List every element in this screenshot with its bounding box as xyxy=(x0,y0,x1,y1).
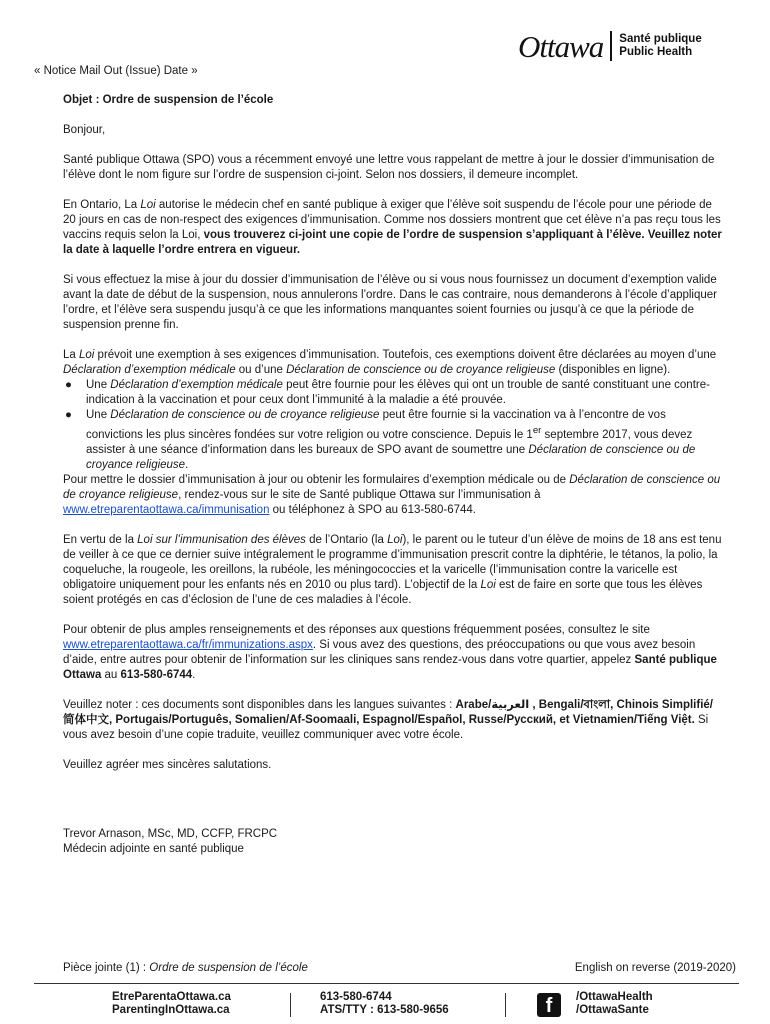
footer-site-french[interactable]: EtreParentaOttawa.ca xyxy=(112,991,231,1003)
ottawa-public-health-logo xyxy=(518,26,733,66)
logo-divider xyxy=(610,31,612,61)
signer-name: Trevor Arnason, MSc, MD, CCFP, FRCPC xyxy=(63,827,278,840)
paragraph-1: Santé publique Ottawa (SPO) vous a récemment envoyé une lettre vous rappelant de mettre à jour le dossier d’immunisation de l’élève dont le nom figure sur l’ordre de suspension ci-joint. Selon nos dossiers, il demeure incomplet. xyxy=(63,154,715,181)
footer-tty: ATS/TTY : 613-580-9656 xyxy=(320,1004,449,1016)
paragraph-6: En vertu de la Loi sur l’immunisation des élèves de l’Ontario (la Loi), le parent ou le tuteur d’un élève de moins de 18 ans est tenu de veiller à ce que ce dernier suive intégralement le programme d’immunisation prescrit contre la diphtérie, le tétanos, la polio, la coqueluche, la rougeole, les oreillons, la rubéole, les méningococcies et la varicelle (l’immunisation contre la varicelle est obligatoire uniquement pour les enfants nés en 2010 ou plus tard). L’objectif de la Loi est de faire en sorte que tous les élèves soient protégés en cas d’éclosion de l’une de ces maladies à l’école. xyxy=(63,533,722,606)
closing: Veuillez agréer mes sincères salutations. xyxy=(63,758,272,771)
attachment-document: Ordre de suspension de l’école xyxy=(149,962,308,974)
paragraph-4: La Loi prévoit une exemption à ses exigences d’immunisation. Toutefois, ces exemptions doivent être déclarées au moyen d’une Déclaration d’exemption médicale ou d’une Déclaration de conscience ou de croyance religieuse (disponibles en ligne). xyxy=(63,349,717,376)
attachment-label: Pièce jointe (1) : xyxy=(63,962,150,974)
footer-phones xyxy=(320,991,449,1017)
footer-separator xyxy=(505,993,506,1017)
list-item: ● Une Déclaration d’exemption médicale peut être fournie pour les élèves qui ont un trouble de santé constituant une contre-indication à la vaccination et pour ceux dont l’immunité à la maladie a été prouvée. xyxy=(65,379,710,406)
footer-social-english[interactable]: /OttawaHealth xyxy=(576,991,653,1003)
exemption-list xyxy=(63,378,723,473)
footer-divider xyxy=(34,983,739,984)
notice-date: « Notice Mail Out (Issue) Date » xyxy=(34,65,198,77)
footer-websites xyxy=(112,991,231,1017)
paragraph-2: En Ontario, La Loi autorise le médecin chef en santé publique à exiger que l’élève soit suspendu de l’école pour une période de 20 jours en cas de non-respect des exigences d’immunisation. Comme nos dossiers montrent que cet élève n’a pas reçu tous les vaccins requis selon la Loi, vous trouverez ci-joint une copie de l’ordre de suspension s’appliquant à l’élève. Veuillez noter la date à laquelle l’ordre entrera en vigueur. xyxy=(63,199,722,256)
logo-line-english: Public Health xyxy=(619,46,693,58)
bullet-icon: ● xyxy=(65,409,72,421)
footer-social xyxy=(576,991,653,1017)
facebook-icon: f xyxy=(537,993,561,1017)
paragraph-8: Veuillez noter : ces documents sont disponibles dans les langues suivantes : Arabe/العربية , Bengali/বাংলা, Chinois Simplifié/简体中文, Portugais/Português, Somalien/Af-Soomaali, Espagnol/Español, Russe/Русский, et Vietnamien/Tiếng Việt. Si vous avez besoin d’une copie traduite, veuillez communiquer avec votre école. xyxy=(63,698,713,741)
attachment-row xyxy=(63,962,736,974)
logo-department-text xyxy=(619,33,701,59)
letter-body xyxy=(63,93,723,857)
immunisation-link[interactable]: www.etreparentaottawa.ca/immunisation xyxy=(63,503,270,516)
ottawa-logo-wordmark: Ottawa xyxy=(518,28,604,64)
letter-subject: Objet : Ordre de suspension de l’école xyxy=(63,94,274,106)
signer-title: Médecin adjointe en santé publique xyxy=(63,842,244,855)
reverse-note: English on reverse (2019-2020) xyxy=(574,962,736,974)
footer-phone: 613-580-6744 xyxy=(320,991,392,1003)
bullet-icon: ● xyxy=(65,379,72,391)
greeting: Bonjour, xyxy=(63,124,106,136)
paragraph-3: Si vous effectuez la mise à jour du dossier d’immunisation de l’élève ou si vous nous fournissez un document d’exemption valide avant la date de début de la suspension, nous annulerons l’ordre. Dans le cas contraire, nous demanderons à l’école d’appliquer l’ordre, et l’élève sera suspendu jusqu’à ce que les informations manquantes soient fournies ou jusqu’à ce que la période de suspension prenne fin. xyxy=(63,274,718,331)
signature-block xyxy=(63,827,723,857)
footer xyxy=(0,991,770,1021)
paragraph-5: Pour mettre le dossier d’immunisation à jour ou obtenir les formulaires d’exemption médicale ou de Déclaration de conscience ou de croyance religieuse, rendez-vous sur le site de Santé publique Ottawa sur l’immunisation à www.etreparentaottawa.ca/immunisation ou téléphonez à SPO au 613-580-6744. xyxy=(63,473,721,516)
logo-line-french: Santé publique xyxy=(619,33,702,45)
footer-site-english[interactable]: ParentingInOttawa.ca xyxy=(112,1004,230,1016)
list-item: ● Une Déclaration de conscience ou de croyance religieuse peut être fournie si la vaccination va à l’encontre de vos convictions les plus sincères fondées sur votre religion ou votre conscience. Depuis le 1er septembre 2017, vous devez assister à une séance d’information dans les bureaux de SPO avant de soumettre une Déclaration de conscience ou de croyance religieuse. xyxy=(65,409,696,471)
footer-social-french[interactable]: /OttawaSante xyxy=(576,1004,649,1016)
footer-separator xyxy=(290,993,291,1017)
faq-link[interactable]: www.etreparentaottawa.ca/fr/immunizations.aspx xyxy=(63,638,313,651)
paragraph-7: Pour obtenir de plus amples renseignements et des réponses aux questions fréquemment posées, consultez le site www.etreparentaottawa.ca/fr/immunizations.aspx. Si vous avez des questions, des préoccupations ou que vous avez besoin d’aide, entre autres pour obtenir de l’information sur les cliniques sans rendez-vous dans votre quartier, appelez Santé publique Ottawa au 613-580-6744. xyxy=(63,623,717,681)
